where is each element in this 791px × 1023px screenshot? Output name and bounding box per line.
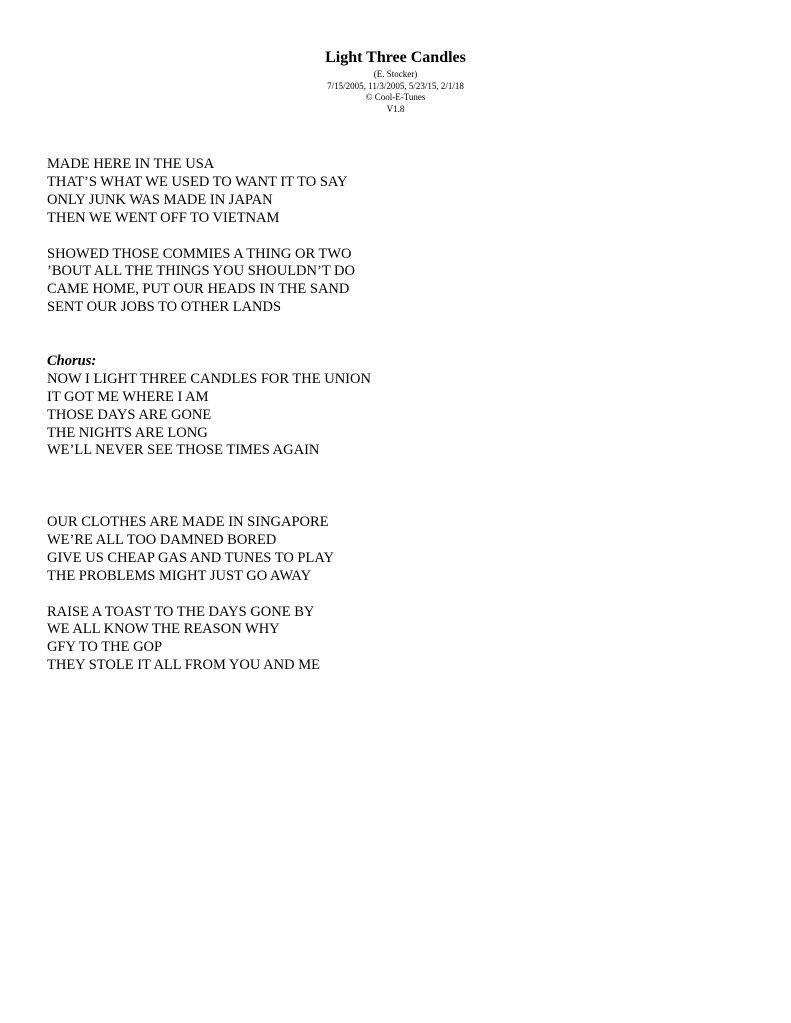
lyrics-body [47,156,747,675]
lyric-line: THAT’S WHAT WE USED TO WANT IT TO SAY [47,173,348,190]
lyric-line: THOSE DAYS ARE GONE [47,406,212,423]
chorus [47,353,747,460]
song-header [0,47,791,115]
stanza-gap [47,317,747,353]
lyric-line: THEY STOLE IT ALL FROM YOU AND ME [47,657,320,674]
lyric-line: IT GOT ME WHERE I AM [47,388,209,405]
lyric-line: GIVE US CHEAP GAS AND TUNES TO PLAY [47,549,334,566]
lyric-line: THE PROBLEMS MIGHT JUST GO AWAY [47,567,312,584]
lyric-line: RAISE A TOAST TO THE DAYS GONE BY [47,603,315,620]
lyric-line: CAME HOME, PUT OUR HEADS IN THE SAND [47,281,350,298]
lyric-line: GFY TO THE GOP [47,639,163,656]
stanza-gap [47,586,747,604]
version-label: V1.8 [386,103,405,114]
song-title: Light Three Candles [325,49,466,66]
lyric-line: NOW I LIGHT THREE CANDLES FOR THE UNION [47,370,371,387]
lyric-line: SHOWED THOSE COMMIES A THING OR TWO [47,245,352,262]
lyric-line: WE’LL NEVER SEE THOSE TIMES AGAIN [47,442,320,459]
lyric-line: ONLY JUNK WAS MADE IN JAPAN [47,191,273,208]
verse-1 [47,156,747,228]
song-author: (E. Stocker) [373,69,418,79]
lyric-line: MADE HERE IN THE USA [47,156,215,172]
verse-3 [47,514,747,586]
stanza-gap [47,228,747,246]
lyric-line: THEN WE WENT OFF TO VIETNAM [47,209,280,226]
stanza-gap [47,460,747,514]
verse-4 [47,604,747,676]
lyric-line: ’BOUT ALL THE THINGS YOU SHOULDN’T DO [47,263,355,280]
copyright-notice: © Cool-E-Tunes [365,92,426,102]
verse-2 [47,246,747,318]
lyric-line: THE NIGHTS ARE LONG [47,424,208,441]
lyric-line: WE ALL KNOW THE REASON WHY [47,621,280,638]
lyric-line: OUR CLOTHES ARE MADE IN SINGAPORE [47,514,329,531]
chorus-label: Chorus: [47,352,97,369]
lyric-line: SENT OUR JOBS TO OTHER LANDS [47,299,282,316]
revision-dates: 7/15/2005, 11/3/2005, 5/23/15, 2/1/18 [327,80,464,91]
lyric-line: WE’RE ALL TOO DAMNED BORED [47,531,277,548]
